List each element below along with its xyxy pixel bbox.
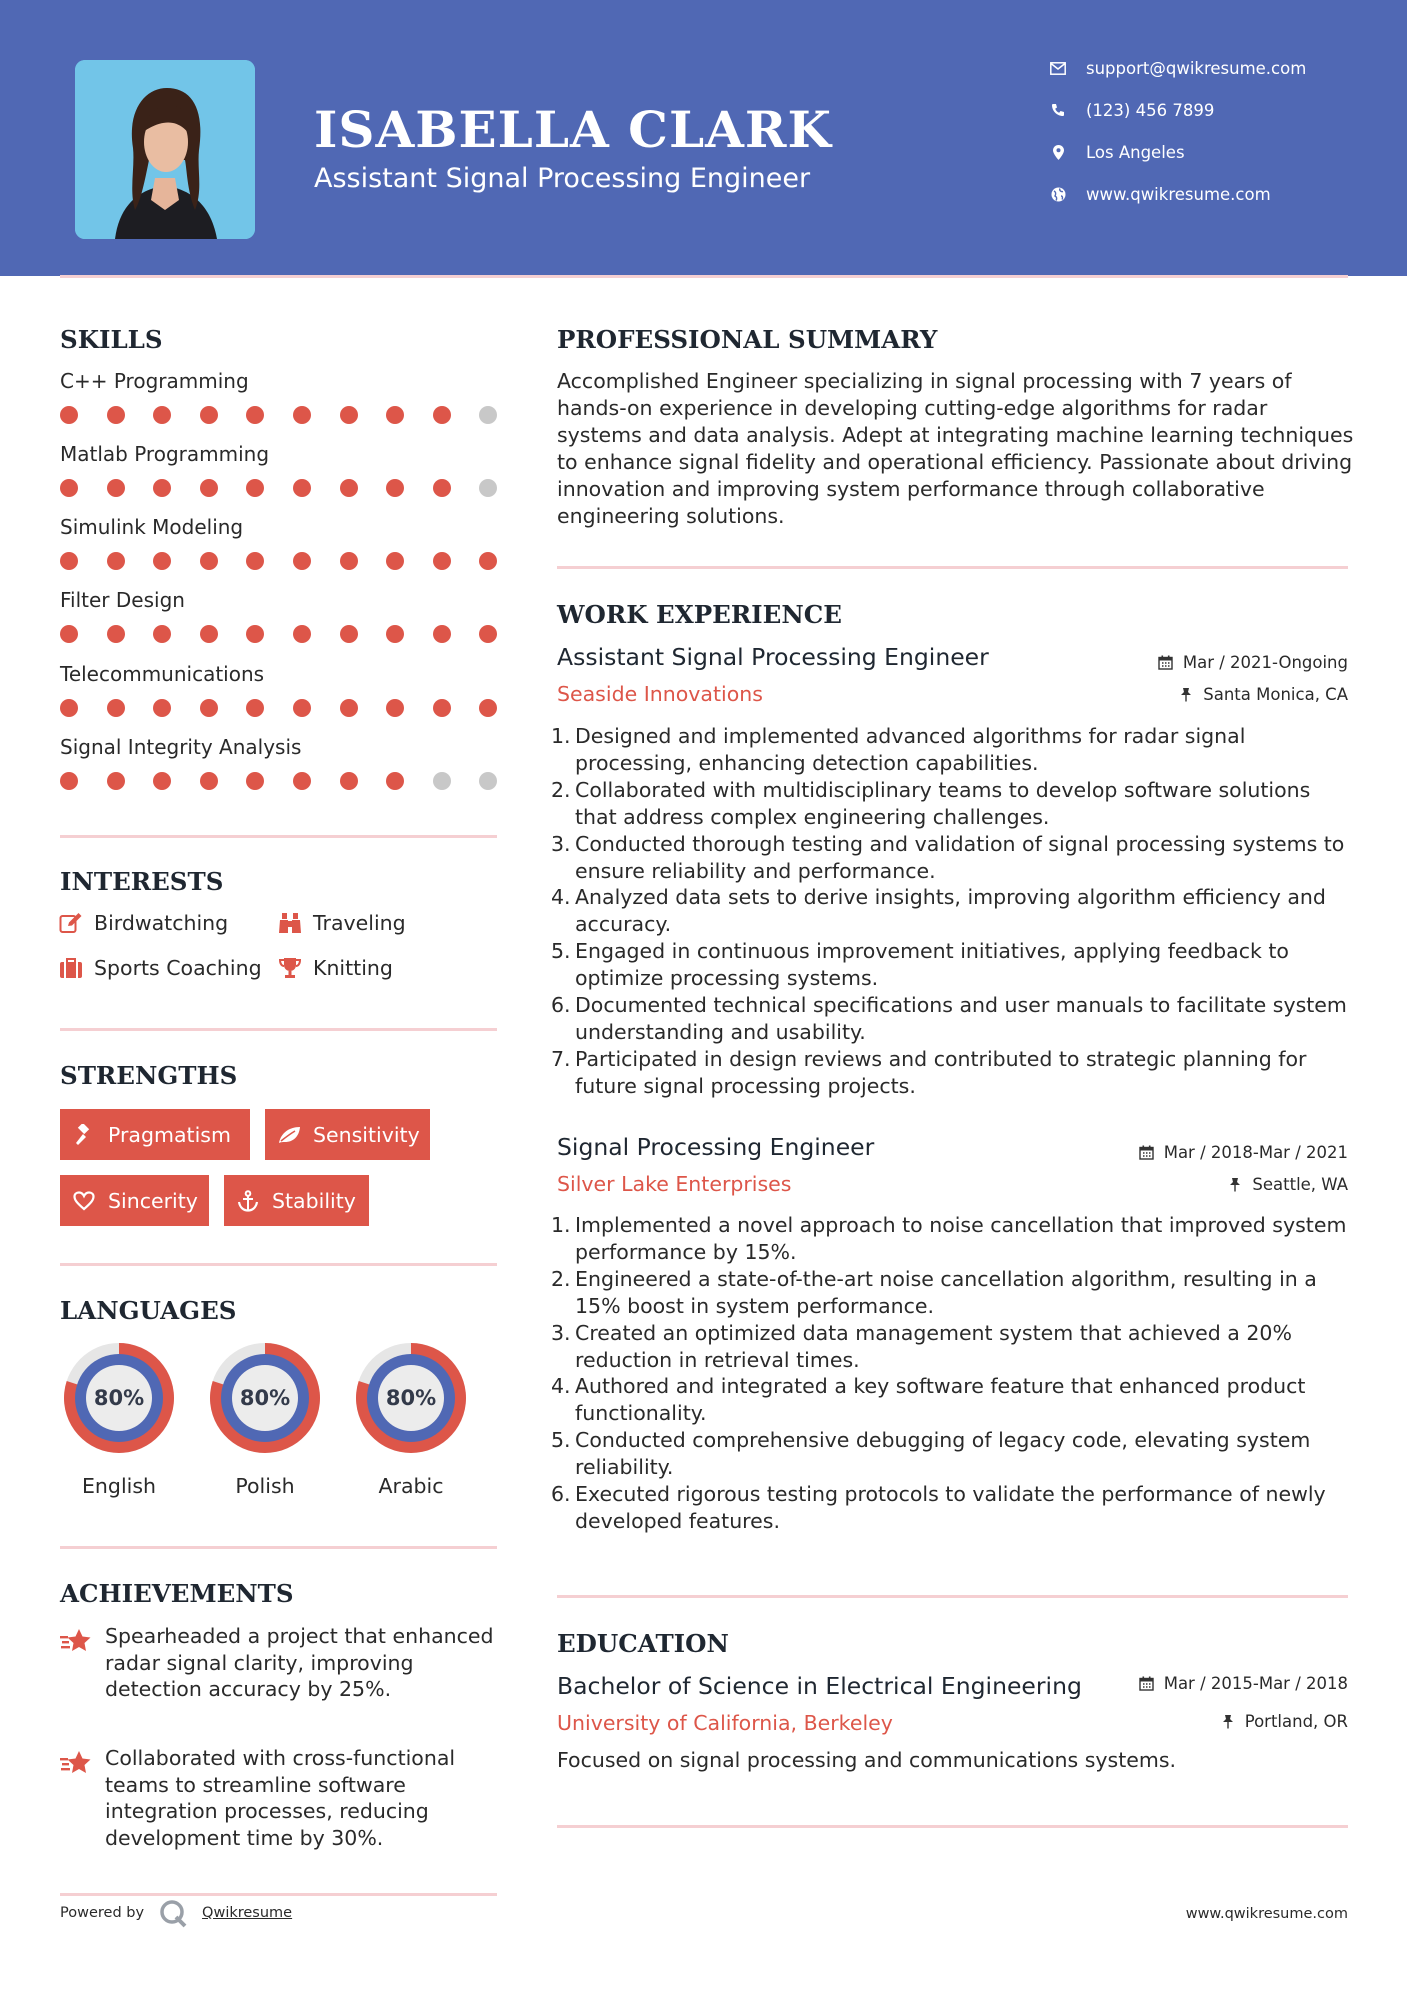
skill-dot-filled — [246, 625, 264, 643]
skill-dot-filled — [60, 625, 78, 643]
strength-label: Sincerity — [108, 1188, 198, 1213]
anchor-icon — [236, 1189, 260, 1213]
interest-item — [58, 955, 262, 981]
interest-label: Traveling — [313, 911, 406, 935]
job-location — [1177, 685, 1348, 704]
list-item: 2. Engineered a state-of-the-art noise cancellation algorithm, resulting in a 15% boost in system performance. — [551, 1266, 1317, 1318]
skill-dot-filled — [293, 479, 311, 497]
skill-dot-filled — [293, 625, 311, 643]
skill-dot-filled — [60, 552, 78, 570]
interest-label: Knitting — [313, 956, 393, 980]
skill-dot-filled — [293, 772, 311, 790]
skill-dot-filled — [386, 479, 404, 497]
language-gauge — [57, 1336, 181, 1464]
globe-icon — [1048, 184, 1068, 204]
skill-dot-filled — [386, 699, 404, 717]
list-item: 2. Collaborated with multidisciplinary teams to develop software solutions that address complex engineering challenges. — [551, 777, 1311, 829]
list-item: 4. Analyzed data sets to derive insights, improving algorithm efficiency and accuracy. — [551, 885, 1326, 937]
qwikresume-logo-icon — [158, 1898, 188, 1928]
summary-text: Accomplished Engineer specializing in signal processing with 7 years of hands-on experience in developing cutting-edge algorithms for radar systems and data analysis. Adept at integrating machine learning techniques to enhance signal fidelity and operational efficiency. Passionate about driving innovation and improving system performance through collaborative engineering solutions. — [557, 369, 1354, 528]
achievement-text: Spearheaded a project that enhanced radar signal clarity, improving detection accuracy by 25%. — [105, 1624, 494, 1702]
job-location-text: Seattle, WA — [1252, 1175, 1348, 1194]
profile-photo — [75, 60, 255, 239]
language-percent: 80% — [385, 1386, 437, 1410]
list-item: 3. Conducted thorough testing and validation of signal processing systems to ensure reliability and performance. — [551, 831, 1345, 883]
skill-dot-filled — [246, 406, 264, 424]
language-gauge — [203, 1336, 327, 1464]
skill-dot-filled — [246, 772, 264, 790]
skill-dot-filled — [386, 552, 404, 570]
skill-dot-empty — [479, 406, 497, 424]
leaf-icon — [277, 1123, 301, 1147]
contact-website-text: www.qwikresume.com — [1086, 184, 1271, 204]
skill-dot-filled — [340, 699, 358, 717]
language-name: Arabic — [378, 1474, 444, 1498]
education-heading: EDUCATION — [557, 1629, 729, 1658]
strength-label: Pragmatism — [108, 1122, 231, 1147]
skill-dot-filled — [60, 699, 78, 717]
briefcase-icon — [58, 955, 84, 981]
candidate-role: Assistant Signal Processing Engineer — [314, 163, 811, 194]
skill-dot-filled — [340, 479, 358, 497]
list-item: 5. Conducted comprehensive debugging of legacy code, elevating system reliability. — [551, 1428, 1311, 1480]
section-divider — [557, 1825, 1348, 1828]
job-dates-text: Mar / 2021-Ongoing — [1182, 653, 1348, 672]
language-gauge — [349, 1336, 473, 1464]
skill-dot-filled — [200, 772, 218, 790]
skill-dot-filled — [153, 406, 171, 424]
job-bullets — [551, 723, 1357, 1100]
section-divider — [60, 835, 497, 838]
job-bullets — [551, 1212, 1357, 1535]
job-location-text: Santa Monica, CA — [1203, 685, 1348, 704]
interest-item — [277, 955, 393, 981]
phone-icon — [1048, 100, 1068, 120]
skill-label: Telecommunications — [60, 662, 265, 686]
strength-badge — [60, 1109, 250, 1160]
skill-dot-filled — [107, 406, 125, 424]
powered-by-label: Powered by — [60, 1905, 145, 1921]
resume-header — [0, 0, 1407, 276]
strength-badge — [265, 1109, 430, 1160]
skill-label: Simulink Modeling — [60, 515, 244, 539]
header-divider — [60, 275, 1348, 278]
contact-location-text: Los Angeles — [1086, 142, 1185, 162]
section-divider — [557, 1595, 1348, 1598]
skill-dot-filled — [153, 552, 171, 570]
skill-dot-filled — [246, 479, 264, 497]
skill-dot-filled — [107, 479, 125, 497]
list-item: 1. Implemented a novel approach to noise cancellation that improved system performance by 15%. — [551, 1213, 1347, 1264]
experience-heading: WORK EXPERIENCE — [557, 600, 842, 629]
contact-location — [1048, 142, 1368, 162]
skill-dot-filled — [340, 772, 358, 790]
powered-by — [60, 1898, 292, 1928]
job-company: Seaside Innovations — [557, 682, 763, 706]
list-item: 7. Participated in design reviews and contributed to strategic planning for future signal processing projects. — [551, 1046, 1307, 1098]
job-dates — [1157, 653, 1348, 672]
calendar-icon — [1138, 1144, 1156, 1162]
skill-dot-filled — [107, 699, 125, 717]
interest-label: Birdwatching — [94, 911, 229, 935]
contact-phone[interactable] — [1048, 100, 1368, 120]
contact-email[interactable] — [1048, 58, 1368, 78]
skill-dot-filled — [60, 479, 78, 497]
skill-dot-filled — [200, 479, 218, 497]
skill-dot-filled — [200, 625, 218, 643]
interest-label: Sports Coaching — [94, 956, 262, 980]
pushpin-icon — [1219, 1713, 1237, 1731]
education-location-text: Portland, OR — [1244, 1712, 1348, 1731]
skill-dot-filled — [60, 406, 78, 424]
list-item: 6. Documented technical specifications and user manuals to facilitate system understanding and usability. — [551, 993, 1347, 1044]
skill-dot-empty — [433, 772, 451, 790]
skills-heading: SKILLS — [60, 325, 163, 354]
achievement-text: Collaborated with cross-functional teams to streamline software integration processes, reducing development time by 30%. — [105, 1746, 456, 1850]
list-item: 3. Created an optimized data management system that achieved a 20% reduction in retrieval times. — [551, 1320, 1292, 1372]
languages-heading: LANGUAGES — [60, 1296, 237, 1325]
calendar-icon — [1157, 654, 1175, 672]
strength-badge — [224, 1175, 369, 1226]
list-item: 4. Authored and integrated a key software feature that enhanced product functionality. — [551, 1374, 1306, 1426]
skill-dot-empty — [479, 479, 497, 497]
trophy-icon — [277, 955, 303, 981]
strength-label: Stability — [272, 1188, 356, 1213]
list-item: 1. Designed and implemented advanced algorithms for radar signal processing, enhancing detection capabilities. — [551, 724, 1246, 775]
skill-dot-filled — [200, 406, 218, 424]
star-icon — [60, 1749, 92, 1777]
map-pin-icon — [1048, 142, 1068, 162]
skill-dot-filled — [293, 552, 311, 570]
star-icon — [60, 1627, 92, 1655]
gavel-icon — [72, 1123, 96, 1147]
education-dates-text: Mar / 2015-Mar / 2018 — [1163, 1674, 1348, 1693]
contact-email-text: support@qwikresume.com — [1086, 58, 1307, 78]
pencil-square-icon — [58, 910, 84, 936]
skill-dot-filled — [107, 772, 125, 790]
skill-rating — [60, 772, 500, 790]
skill-dot-filled — [340, 406, 358, 424]
strengths-heading: STRENGTHS — [60, 1061, 238, 1090]
skill-dot-filled — [200, 699, 218, 717]
skill-dot-filled — [153, 479, 171, 497]
skill-dot-filled — [433, 552, 451, 570]
section-divider — [557, 566, 1348, 569]
section-divider — [60, 1263, 497, 1266]
skill-label: C++ Programming — [60, 369, 249, 393]
skill-dot-filled — [479, 625, 497, 643]
strength-label: Sensitivity — [313, 1122, 420, 1147]
skill-rating — [60, 625, 500, 643]
education-location — [1219, 1712, 1348, 1731]
skill-dot-filled — [153, 625, 171, 643]
skill-dot-filled — [386, 406, 404, 424]
degree-title: Bachelor of Science in Electrical Engineering — [557, 1672, 1082, 1700]
skill-dot-filled — [479, 699, 497, 717]
list-item: 5. Engaged in continuous improvement initiatives, applying feedback to optimize processing systems. — [551, 939, 1289, 991]
binoculars-icon — [277, 910, 303, 936]
skill-dot-filled — [246, 552, 264, 570]
skill-dot-filled — [433, 699, 451, 717]
job-dates-text: Mar / 2018-Mar / 2021 — [1163, 1143, 1348, 1162]
footer-website[interactable]: www.qwikresume.com — [1185, 1906, 1348, 1922]
section-divider — [60, 1028, 497, 1031]
skill-dot-filled — [246, 699, 264, 717]
skill-dot-filled — [433, 406, 451, 424]
achievements-heading: ACHIEVEMENTS — [60, 1579, 294, 1608]
qwikresume-link[interactable]: Qwikresume — [202, 1905, 293, 1921]
job-title: Signal Processing Engineer — [557, 1133, 875, 1161]
skill-label: Signal Integrity Analysis — [60, 735, 302, 759]
summary-heading: PROFESSIONAL SUMMARY — [557, 325, 938, 354]
candidate-name: ISABELLA CLARK — [314, 100, 832, 159]
contact-phone-text: (123) 456 7899 — [1086, 100, 1215, 120]
skill-dot-filled — [293, 406, 311, 424]
interests-heading: INTERESTS — [60, 867, 224, 896]
skill-dot-filled — [293, 699, 311, 717]
skill-dot-filled — [386, 772, 404, 790]
language-name: Polish — [235, 1474, 295, 1498]
skill-dot-filled — [386, 625, 404, 643]
section-divider — [60, 1546, 497, 1549]
pushpin-icon — [1177, 686, 1195, 704]
skill-rating — [60, 699, 500, 717]
language-name: English — [81, 1474, 157, 1498]
section-divider — [60, 1893, 497, 1896]
skill-dot-filled — [433, 479, 451, 497]
skill-label: Matlab Programming — [60, 442, 270, 466]
job-dates — [1138, 1143, 1348, 1162]
education-description: Focused on signal processing and communications systems. — [557, 1748, 1177, 1772]
interest-item — [58, 910, 228, 936]
job-company: Silver Lake Enterprises — [557, 1172, 792, 1196]
interest-item — [277, 910, 406, 936]
skill-dot-filled — [107, 552, 125, 570]
skill-dot-filled — [340, 625, 358, 643]
skill-rating — [60, 552, 500, 570]
job-title: Assistant Signal Processing Engineer — [557, 643, 989, 671]
skill-dot-filled — [340, 552, 358, 570]
skill-rating — [60, 479, 500, 497]
list-item: 6. Executed rigorous testing protocols to validate the performance of newly developed features. — [551, 1482, 1326, 1533]
language-percent: 80% — [93, 1386, 145, 1410]
calendar-icon — [1138, 1675, 1156, 1693]
strength-badge — [60, 1175, 209, 1226]
education-dates — [1138, 1674, 1348, 1693]
heart-icon — [72, 1189, 96, 1213]
skill-dot-filled — [200, 552, 218, 570]
skill-dot-empty — [479, 772, 497, 790]
pushpin-icon — [1226, 1176, 1244, 1194]
skill-dot-filled — [107, 625, 125, 643]
skill-dot-filled — [153, 699, 171, 717]
skill-dot-filled — [153, 772, 171, 790]
skill-rating — [60, 406, 500, 424]
job-location — [1226, 1175, 1348, 1194]
skill-dot-filled — [433, 625, 451, 643]
skill-dot-filled — [479, 552, 497, 570]
language-percent: 80% — [239, 1386, 291, 1410]
school-name: University of California, Berkeley — [557, 1711, 893, 1735]
skill-dot-filled — [60, 772, 78, 790]
skill-label: Filter Design — [60, 588, 185, 612]
envelope-icon — [1048, 58, 1068, 78]
contact-website[interactable] — [1048, 184, 1368, 204]
